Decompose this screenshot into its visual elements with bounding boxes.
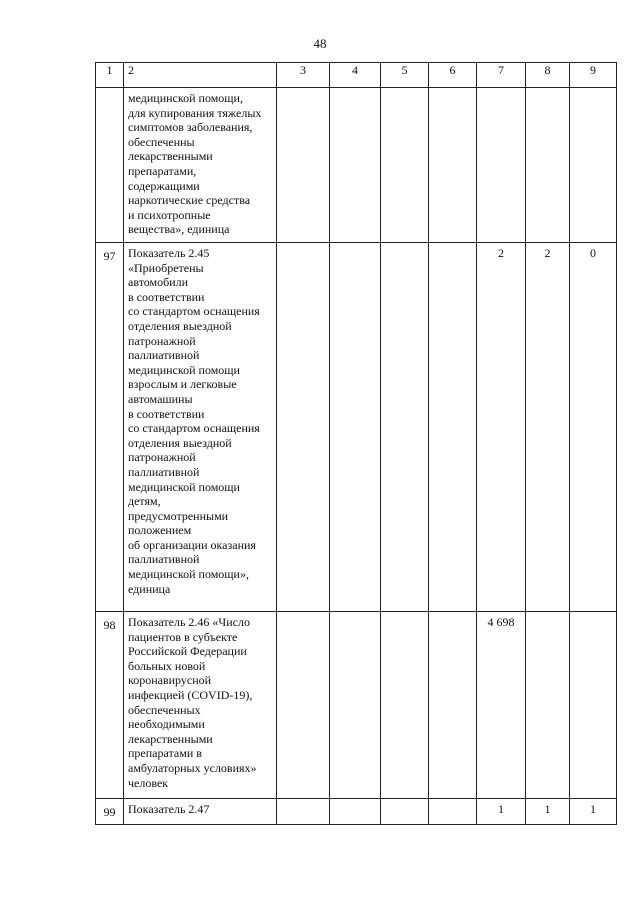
cell-col-4	[330, 799, 381, 825]
cell-col-3	[277, 612, 330, 799]
desc-line: медицинской помощи	[128, 362, 240, 377]
row-number: 97	[96, 243, 124, 612]
desc-line: больных новой	[128, 658, 206, 673]
cell-col-4	[330, 243, 381, 612]
desc-line: детям,	[128, 494, 161, 509]
header-cell-6: 6	[429, 63, 477, 88]
cell-col-3	[277, 243, 330, 612]
table-row	[96, 612, 617, 799]
desc-line: со стандартом оснащения	[128, 421, 260, 436]
desc-line: необходимыми	[128, 717, 205, 732]
cell-col-8	[526, 88, 570, 243]
desc-line: препаратами в	[128, 746, 202, 761]
page-number: 48	[313, 36, 327, 51]
desc-line: лекарственными	[128, 731, 213, 746]
desc-line: отделения выездной	[128, 435, 232, 450]
desc-line: автомашины	[128, 391, 193, 406]
header-cell-8: 8	[526, 63, 570, 88]
cell-col-8: 2	[526, 243, 570, 612]
desc-line: Показатель 2.47	[128, 802, 210, 816]
row-description	[124, 612, 277, 799]
cell-col-3	[277, 799, 330, 825]
header-row	[96, 63, 617, 88]
desc-line: патронажной	[128, 333, 196, 348]
cell-col-8: 1	[526, 799, 570, 825]
row-description	[124, 88, 277, 243]
desc-line: обеспеченных	[128, 702, 201, 717]
indicators-table	[95, 62, 617, 825]
desc-line: Показатель 2.45	[128, 246, 210, 260]
desc-line: наркотические средства	[128, 193, 251, 208]
cell-col-5	[381, 88, 429, 243]
desc-line: амбулаторных условиях»	[128, 760, 257, 775]
table-row	[96, 88, 617, 243]
desc-line: единица	[128, 581, 171, 596]
cell-col-7	[477, 88, 526, 243]
row-description	[124, 243, 277, 612]
cell-col-9: 0	[570, 243, 617, 612]
cell-col-7: 4 698	[477, 612, 526, 799]
cell-col-8	[526, 612, 570, 799]
desc-line: Показатель 2.46 «Число	[128, 615, 250, 629]
desc-line: человек	[128, 775, 169, 790]
desc-line: отделения выездной	[128, 318, 232, 333]
cell-col-9	[570, 88, 617, 243]
cell-col-4	[330, 612, 381, 799]
cell-col-5	[381, 612, 429, 799]
header-cell-5: 5	[381, 63, 429, 88]
desc-line: для купирования тяжелых	[128, 105, 262, 120]
desc-line: вещества», единица	[128, 222, 230, 237]
desc-line: со стандартом оснащения	[128, 304, 260, 319]
cell-col-6	[429, 243, 477, 612]
cell-col-6	[429, 612, 477, 799]
cell-col-6	[429, 799, 477, 825]
cell-col-6	[429, 88, 477, 243]
desc-line: медицинской помощи»,	[128, 567, 249, 582]
cell-col-4	[330, 88, 381, 243]
row-number: 99	[96, 799, 124, 825]
table-row	[96, 799, 617, 825]
desc-line: пациентов в субъекте	[128, 629, 238, 644]
desc-line: предусмотренными	[128, 508, 229, 523]
desc-line: паллиативной	[128, 464, 200, 479]
desc-line: медицинской помощи,	[128, 91, 243, 105]
header-cell-1: 1	[96, 63, 124, 88]
desc-line: паллиативной	[128, 348, 200, 363]
desc-line: Российской Федерации	[128, 644, 247, 659]
desc-line: паллиативной	[128, 552, 200, 567]
desc-line: в соответствии	[128, 406, 205, 421]
desc-line: инфекцией (COVID-19),	[128, 687, 253, 702]
cell-col-7: 1	[477, 799, 526, 825]
desc-line: об организации оказания	[128, 537, 256, 552]
desc-line: автомобили	[128, 275, 189, 290]
header-cell-2: 2	[124, 63, 277, 88]
desc-line: препаратами,	[128, 163, 197, 178]
desc-line: лекарственными	[128, 149, 213, 164]
desc-line: «Приобретены	[128, 260, 204, 275]
header-cell-3: 3	[277, 63, 330, 88]
cell-col-3	[277, 88, 330, 243]
desc-line: в соответствии	[128, 289, 205, 304]
cell-col-9: 1	[570, 799, 617, 825]
cell-col-5	[381, 243, 429, 612]
row-number	[96, 88, 124, 243]
desc-line: патронажной	[128, 450, 196, 465]
row-number: 98	[96, 612, 124, 799]
desc-line: медицинской помощи	[128, 479, 240, 494]
cell-col-7: 2	[477, 243, 526, 612]
table-row	[96, 243, 617, 612]
desc-line: положением	[128, 523, 192, 538]
desc-line: обеспеченны	[128, 134, 195, 149]
header-cell-4: 4	[330, 63, 381, 88]
header-cell-9: 9	[570, 63, 617, 88]
desc-line: симптомов заболевания,	[128, 120, 253, 135]
desc-line: взрослым и легковые	[128, 377, 237, 392]
desc-line: и психотропные	[128, 207, 211, 222]
cell-col-9	[570, 612, 617, 799]
row-description	[124, 799, 277, 825]
desc-line: содержащими	[128, 178, 200, 193]
cell-col-5	[381, 799, 429, 825]
header-cell-7: 7	[477, 63, 526, 88]
desc-line: коронавирусной	[128, 673, 212, 688]
